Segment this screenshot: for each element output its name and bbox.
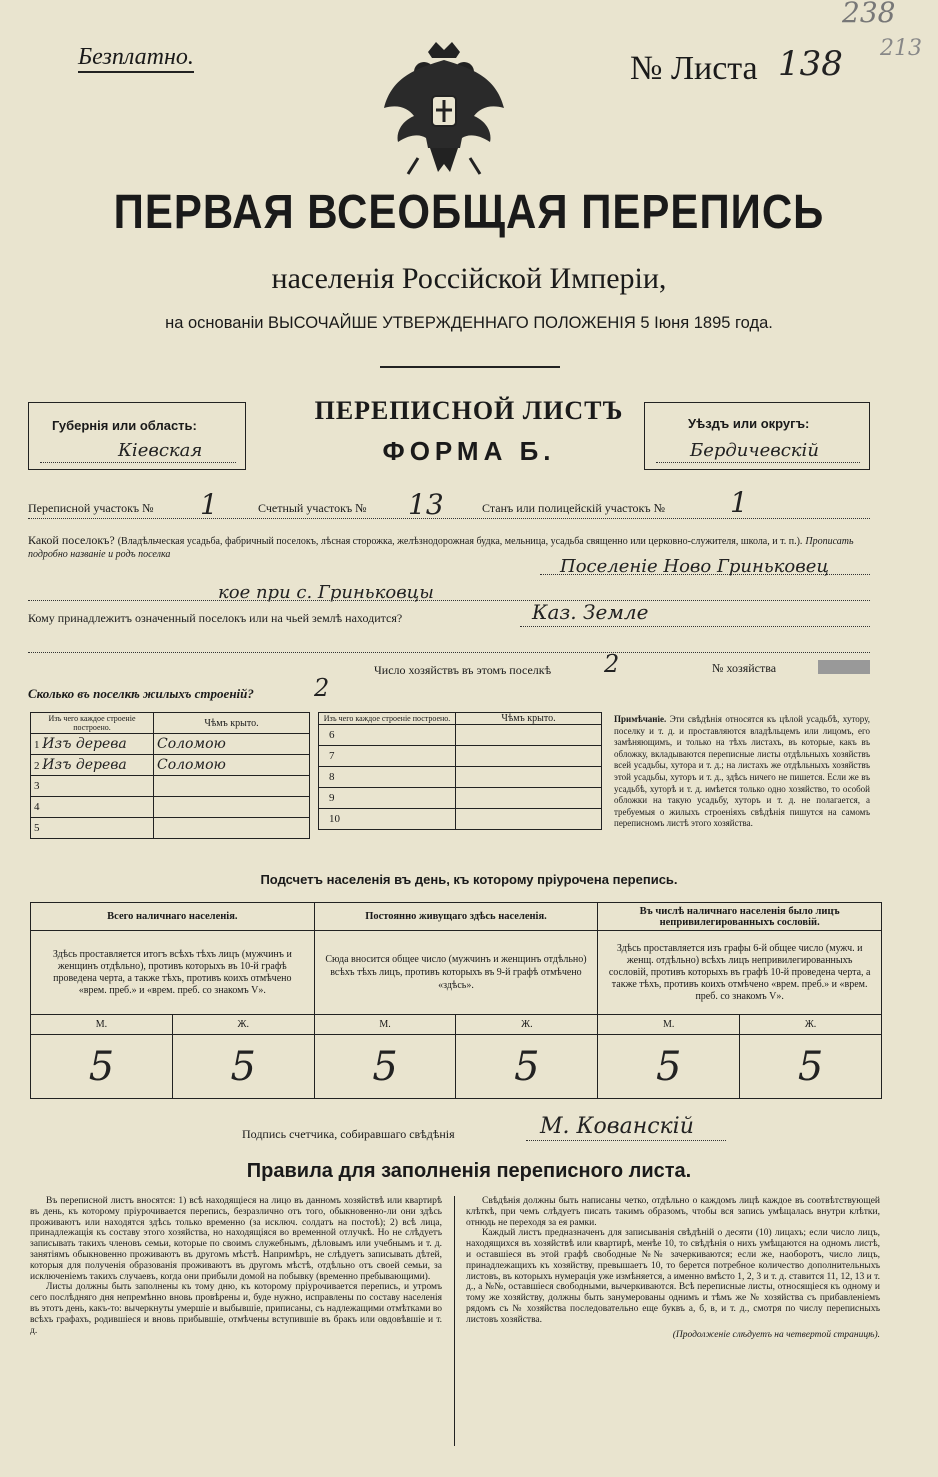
rules-divider: [454, 1196, 455, 1446]
census-district-label: Переписной участокъ №: [28, 501, 154, 515]
buildings-value: 2: [314, 674, 330, 702]
stan-label: Станъ или полицейскій участокъ №: [482, 501, 666, 515]
owner-value: Каз. Земле: [532, 600, 649, 624]
basis-line: на основаніи ВЫСОЧАЙШЕ УТВЕРЖДЕННАГО ПОЛОЖЕНІЯ 5 Іюня 1895 года.: [165, 314, 773, 332]
form-name: ФОРМА Б.: [382, 436, 556, 466]
col-material-right: Изъ чего каждое строеніе построено.: [319, 713, 456, 725]
free-label: Безплатно.: [78, 44, 194, 73]
counting-district-value: 13: [408, 488, 444, 521]
gubernia-label: Губернія или область:: [52, 418, 197, 433]
population-table: [30, 902, 882, 1099]
sheet-number-value: 138: [778, 44, 843, 84]
settlement-hint: (Владѣльческая усадьба, фабричный поселокъ, лѣсная сторожка, желѣзнодорожная будка, мельница, усадьба священно или церковно-служителя, школа, и т. п.).: [117, 536, 803, 547]
signature-value: М. Кованскій: [540, 1114, 694, 1139]
f-label: Ж.: [172, 1015, 314, 1035]
uezd-label: Уѣздъ или округъ:: [688, 416, 810, 431]
note: [614, 714, 870, 830]
settlement-hint-italic: Прописать подробно названіе и родъ поселка: [28, 536, 854, 560]
table-row: 10: [319, 809, 602, 830]
household-no-stamp: [818, 660, 870, 674]
note-title: Примѣчаніе.: [614, 714, 667, 724]
m-label: М.: [31, 1015, 173, 1035]
archive-number-2: 213: [880, 36, 922, 61]
settlement-value-2: кое при с. Гриньковцы: [218, 582, 434, 603]
settlement-line-2: [28, 600, 870, 601]
sheet-number-label: № Листа: [630, 50, 758, 87]
settlement-label: Какой поселокъ?: [28, 533, 115, 547]
rules-right-p2: Каждый листъ предназначенъ для записыванія свѣдѣній о десяти (10) лицахъ; если число лицъ, находящихся въ хозяйствѣ или квартирѣ, менѣе 10, то свѣдѣнія о нихъ умѣщаются на одномъ листѣ, и оставшіеся въ этой графѣ свободные №№ зачеркиваются; если же, наоборотъ, число лицъ, принадлежащихъ къ хозяйству, превышаетъ 10, то берется потребное количество дополнительныхъ листовъ, въ которыхъ нумерація уже измѣняется, а именно вмѣсто 1, 2, 3 и т. д. ставится 11, 12, 13 и т. д., а №№, оставшіеся свободными, вычеркиваются. Всѣ переписные листы, относящіеся къ одному и тому же хозяйству, должны быть занумерованы однимъ и тѣмъ же № хозяйства съ прибавленіемъ рядомъ съ № хозяйства последовательно еще буквъ а, б, в, и т. д., смотря по числу переписныхъ листовъ хозяйства.: [466, 1228, 880, 1325]
table-row: 1 Изъ дерева Соломою: [31, 734, 310, 755]
population-value: 5: [314, 1035, 456, 1099]
buildings-label: Сколько въ поселкѣ жилыхъ строеній?: [28, 686, 254, 701]
table-row: 5: [31, 818, 310, 839]
counting-district-label: Счетный участокъ №: [258, 501, 367, 515]
table-row: 8: [319, 767, 602, 788]
uezd-line: [656, 462, 860, 463]
signature-label: Подпись счетчика, собиравшаго свѣдѣнія: [242, 1127, 455, 1141]
m-label: М.: [598, 1015, 740, 1035]
rules-continued: (Продолженіе слѣдуетъ на четвертой страницѣ).: [672, 1329, 880, 1340]
col-material: Изъ чего каждое строеніе построено.: [31, 713, 154, 734]
population-value: 5: [31, 1035, 173, 1099]
form-heading: ПЕРЕПИСНОЙ ЛИСТЪ: [314, 396, 624, 425]
divider: [380, 366, 560, 368]
table-row: 6: [319, 725, 602, 746]
population-value: 5: [172, 1035, 314, 1099]
census-district-value: 1: [200, 488, 218, 521]
owner-line: [520, 626, 870, 627]
col2-title: Постоянно живущаго здѣсь населенія.: [314, 903, 598, 931]
households-value: 2: [604, 650, 620, 678]
stan-value: 1: [730, 486, 748, 519]
sub-title: населенія Россійской Имперіи,: [271, 262, 667, 295]
table-row: 2 Изъ дерева Соломою: [31, 755, 310, 776]
owner-label: Кому принадлежитъ означенный поселокъ или на чьей землѣ находится?: [28, 611, 403, 625]
f-label: Ж.: [740, 1015, 882, 1035]
col-roof-right: Чѣмъ крыто.: [456, 713, 602, 725]
col-roof: Чѣмъ крыто.: [154, 713, 310, 734]
double-headed-eagle-emblem: [378, 38, 510, 188]
table-row: 9: [319, 788, 602, 809]
population-heading: Подсчетъ населенія въ день, къ которому пріурочена перепись.: [260, 872, 678, 887]
buildings-table-right: [318, 712, 602, 830]
rules-left: [30, 1196, 442, 1336]
col2-text: Сюда вносится общее число (мужчинъ и женщинъ отдѣльно) всѣхъ тѣхъ лицъ, противъ которыхъ въ 9-й графѣ отмѣчено «здѣсь».: [314, 931, 598, 1015]
settlement-value-1: Поселеніе Ново Гриньковец: [560, 556, 829, 577]
archive-number-1: 238: [842, 0, 896, 29]
rules-right-p1: Свѣдѣнія должны быть написаны четко, отдѣльно о каждомъ лицѣ каждое въ соотвѣтствующей клѣткѣ, при чемъ слѣдуетъ писать такимъ образомъ, чтобы вся запись умѣщалась внутри клѣтки, отнюдь не переходя за ея рамки.: [466, 1196, 880, 1228]
rules-left-p2: Листы должны быть заполнены къ тому дню, къ которому пріурочивается перепись, и утромъ сего послѣдняго дня непремѣнно вновь провѣрены и, буде нужно, исправлены по составу населенія въ этотъ день, какъ-то: вычеркнуты умершіе и выбывшіе, приписаны, съ надлежащими отмѣтками во всѣхъ графахъ, родившіеся и вновь прибывшіе, отмѣчены вступившіе въ бракъ или овдовѣвшіе и т. д.: [30, 1282, 442, 1336]
col3-text: Здѣсь проставляется изъ графы 6-й общее число (мужч. и женщ. отдѣльно) всѣхъ лицъ непривилегированныхъ сословій, противъ которыхъ въ графѣ 10-й проведена черта, а также тѣхъ, противъ коихъ отмѣчено «врем. преб.» и «врем. преб. со знакомъ V».: [598, 931, 882, 1015]
col3-title: Въ числѣ наличнаго населенія было лицъ непривилегированныхъ сословій.: [598, 903, 882, 931]
buildings-table-left: [30, 712, 310, 839]
households-label: Число хозяйствъ въ этомъ поселкѣ: [374, 663, 552, 677]
table-row: 7: [319, 746, 602, 767]
uezd-value: Бердичевскій: [690, 440, 819, 461]
settlement-line-1: [540, 574, 870, 575]
blank-line: [28, 652, 870, 653]
f-label: Ж.: [456, 1015, 598, 1035]
table-row: 4: [31, 797, 310, 818]
household-no-label: № хозяйства: [712, 661, 777, 675]
m-label: М.: [314, 1015, 456, 1035]
main-title: ПЕРВАЯ ВСЕОБЩАЯ ПЕРЕПИСЬ: [113, 184, 825, 239]
population-value: 5: [598, 1035, 740, 1099]
population-value: 5: [456, 1035, 598, 1099]
note-text: Эти свѣдѣнія относятся къ цѣлой усадьбѣ, хутору, поселку и т. д. и проставляются владѣльцемъ или лицомъ, его замѣняющимъ, и только на тѣхъ листахъ, въ которые, какъ въ обложку, вкладываются переписные листы отдѣльныхъ хозяйствъ всей усадьбы, хутора и т. д.; на листахъ же отдѣльныхъ хозяйствъ этой усадьбы, хуторъ и т. д., здѣсь ничего не пишется. Если же въ усадьбѣ, хуторѣ и т. д. имѣется только одно хозяйство, то особой обложки на такую усадьбу, хуторъ и т. д. не полагается, а требуемыя о жилыхъ строеніяхъ свѣдѣнія пишутся на самомъ переписномъ листѣ этого хозяйства.: [614, 714, 871, 829]
population-value: 5: [740, 1035, 882, 1099]
gubernia-value: Кіевская: [118, 440, 203, 461]
rules-right: [466, 1196, 880, 1340]
table-row: 3: [31, 776, 310, 797]
col1-title: Всего наличнаго населенія.: [31, 903, 315, 931]
district-line: [28, 518, 870, 519]
col1-text: Здѣсь проставляется итогъ всѣхъ тѣхъ лицъ (мужчинъ и женщинъ отдѣльно), противъ которыхъ въ 10-й графѣ проведена черта, а также тѣхъ, противъ коихъ отмѣчено «врем. преб.» и «врем. преб. со знакомъ V».: [31, 931, 315, 1015]
rules-heading: Правила для заполненія переписного листа.: [246, 1160, 692, 1182]
signature-line: [526, 1140, 726, 1141]
rules-left-p1: Въ переписной листъ вносятся: 1) всѣ находящіеся на лицо въ данномъ хозяйствѣ или квартирѣ въ день, къ которому пріурочивается перепись, безразлично отъ того, обыкновенно-ли они здѣсь проживаютъ или находятся здѣсь только временно (за исключ. солдатъ на постоѣ); 2) всѣ лица, принадлежащія къ составу этого хозяйства, но находящіяся во временной отлучкѣ. Но не слѣдуетъ записывать такихъ членовъ семьи, которые по своимъ служебнымъ, дѣловымъ или учебнымъ и т. д. занятіямъ обыкновенно проживаютъ въ другомъ мѣстѣ. Напримѣръ, не слѣдуетъ записывать дѣтей, которыя для полученія образованія проживаютъ въ другомъ мѣстѣ, отдѣльно отъ своей семьи, за исключеніемъ такихъ случаевъ, когда они прибыли домой на побывку (временно пребывающими).: [30, 1196, 442, 1282]
